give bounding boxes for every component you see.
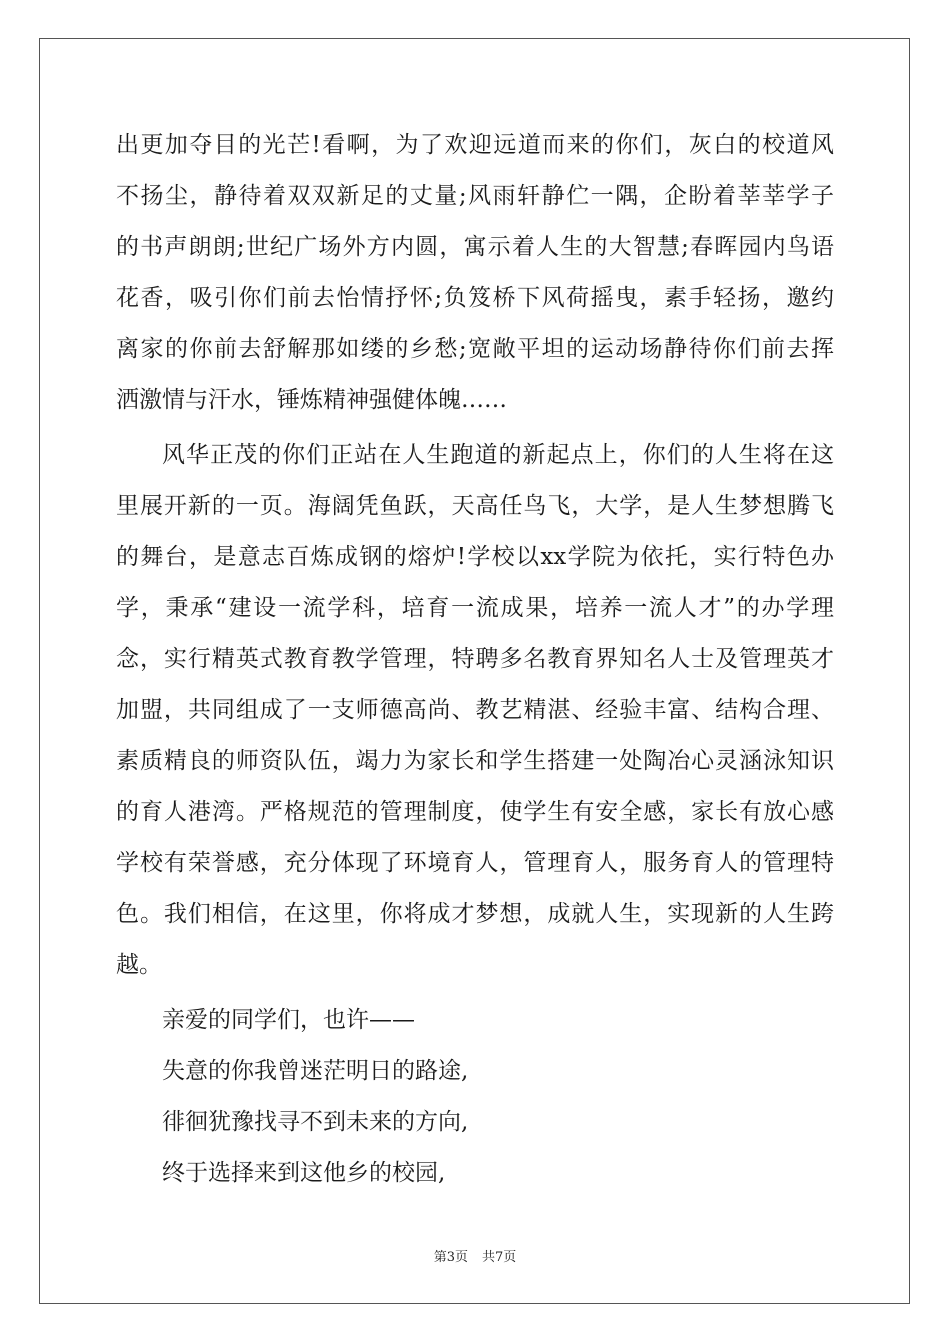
- text-line: 越。: [116, 952, 162, 978]
- text-line: 的书声朗朗;世纪广场外方内圆，寓示着人生的大智慧;春晖园内鸟语: [116, 234, 834, 260]
- text-line: 的育人港湾。严格规范的管理制度，使学生有安全感，家长有放心感: [116, 799, 834, 825]
- text-line: 离家的你前去舒解那如缕的乡愁;宽敞平坦的运动场静待你们前去挥: [116, 336, 834, 362]
- poem-line: 终于选择来到这他乡的校园,: [162, 1160, 446, 1186]
- document-body: [116, 120, 834, 1199]
- text-line: 花香，吸引你们前去怡情抒怀;负笈桥下风荷摇曳，素手轻扬，邀约: [116, 285, 834, 311]
- text-line: 洒激情与汗水，锤炼精神强健体魄……: [116, 387, 507, 413]
- page-footer: [0, 1246, 950, 1265]
- text-line: 出更加夺目的光芒!看啊，为了欢迎远道而来的你们，灰白的校道风: [116, 132, 834, 158]
- paragraph-1: [116, 120, 834, 426]
- text-line: 的舞台，是意志百炼成钢的熔炉!学校以xx学院为依托，实行特色办: [116, 544, 834, 570]
- text-line: 风华正茂的你们正站在人生跑道的新起点上，你们的人生将在这: [162, 442, 834, 468]
- text-line: 学校有荣誉感，充分体现了环境育人，管理育人，服务育人的管理特: [116, 850, 834, 876]
- paragraph-2: [116, 430, 834, 991]
- text-line: 素质精良的师资队伍，竭力为家长和学生搭建一处陶冶心灵涵泳知识: [116, 748, 834, 774]
- poem-line: 徘徊犹豫找寻不到未来的方向,: [162, 1109, 469, 1135]
- poem-block: [116, 995, 834, 1199]
- poem-line: 失意的你我曾迷茫明日的路途,: [162, 1058, 469, 1084]
- page-number-total: 共7页: [482, 1250, 517, 1265]
- poem-line: 亲爱的同学们，也许——: [162, 1007, 415, 1033]
- text-line: 不扬尘，静待着双双新足的丈量;风雨轩静伫一隅，企盼着莘莘学子: [116, 183, 834, 209]
- page-number-current: 第3页: [433, 1250, 468, 1265]
- text-line: 色。我们相信，在这里，你将成才梦想，成就人生，实现新的人生跨: [116, 901, 834, 927]
- text-line: 学，秉承“建设一流学科，培育一流成果，培养一流人才”的办学理: [116, 595, 834, 621]
- text-line: 加盟，共同组成了一支师德高尚、教艺精湛、经验丰富、结构合理、: [116, 697, 834, 723]
- text-line: 念，实行精英式教育教学管理，特聘多名教育界知名人士及管理英才: [116, 646, 834, 672]
- text-line: 里展开新的一页。海阔凭鱼跃，天高任鸟飞，大学，是人生梦想腾飞: [116, 493, 834, 519]
